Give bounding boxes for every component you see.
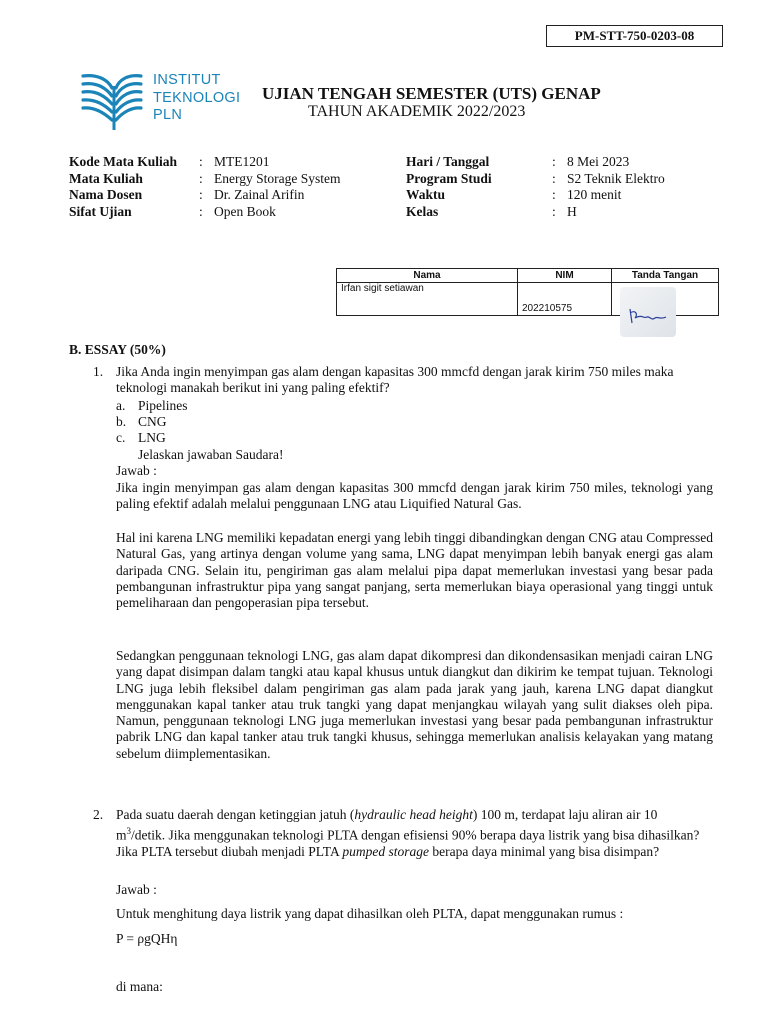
info-value: 8 Mei 2023 xyxy=(567,154,630,169)
question-text-segment: berapa daya minimal yang bisa disimpan? xyxy=(428,844,660,860)
info-colon: : xyxy=(552,187,556,202)
answer-paragraph: Jika ingin menyimpan gas alam dengan kapasitas 300 mmcfd dengan jarak kirim 750 miles, teknologi yang paling efektif adalah melalui penggunaan LNG atau Liquified Natural Gas. xyxy=(116,480,713,512)
option-text: Pipelines xyxy=(138,398,188,413)
institution-logo xyxy=(80,70,240,132)
option-letter: a. xyxy=(116,398,126,413)
instruction: Jelaskan jawaban Saudara! xyxy=(138,447,284,462)
formula: P = ρgQHη xyxy=(116,931,178,946)
info-colon: : xyxy=(199,187,203,202)
section-title: B. ESSAY (50%) xyxy=(69,342,166,357)
info-colon: : xyxy=(199,204,203,219)
question-text-segment: ) 100 m, terdapat laju aliran air 10 m xyxy=(116,807,658,843)
answer-label: Jawab : xyxy=(116,463,157,478)
column-header-signature: Tanda Tangan xyxy=(612,269,719,283)
table-header-row xyxy=(337,269,719,283)
document-code: PM-STT-750-0203-08 xyxy=(546,25,723,47)
book-logo-icon xyxy=(80,70,150,132)
info-colon: : xyxy=(552,171,556,186)
info-colon: : xyxy=(199,171,203,186)
logo-text xyxy=(153,72,240,125)
logo-line-2: TEKNOLOGI xyxy=(153,89,241,106)
answer-line: Untuk menghitung daya listrik yang dapat dihasilkan oleh PLTA, dapat menggunakan rumus : xyxy=(116,906,624,921)
option-text: CNG xyxy=(138,414,167,429)
info-value: 120 menit xyxy=(567,187,622,202)
academic-year: TAHUN AKADEMIK 2022/2023 xyxy=(308,103,526,120)
answer-label: Jawab : xyxy=(116,882,157,897)
answer-paragraph: Sedangkan penggunaan teknologi LNG, gas alam dapat dikompresi dan dikondensasikan menjadi cairan LNG yang dapat disimpan dalam tangki atau kapal khusus untuk diangkut dan dikirim ke tempat tujuan. Teknologi LNG juga lebih fleksibel dalam pengiriman gas alam pada jarak yang jauh, karena LNG dapat diangkut menggunakan kapal tanker atau truk tangki yang dapat menjangkau wilayah yang sulit diakses oleh pipa. Namun, penggunaan teknologi LNG juga memerlukan investasi yang besar pada pembangunan infrastruktur pabrik LNG dan kapal tanker atau truk tangki khusus, sehingga memerlukan analisis kelayakan yang matang sebelum diimplementasikan. xyxy=(116,648,713,761)
info-value: H xyxy=(567,204,577,219)
question-text-segment: Pada suatu daerah dengan ketinggian jatuh ( xyxy=(116,807,355,822)
info-label: Waktu xyxy=(406,187,446,202)
info-label: Kode Mata Kuliah xyxy=(69,154,178,169)
info-value: Open Book xyxy=(214,204,276,219)
column-header-nama: Nama xyxy=(337,269,518,283)
question-text xyxy=(116,807,706,860)
answer-paragraph: Hal ini karena LNG memiliki kepadatan energi yang lebih tinggi dibandingkan dengan CNG atau Compressed Natural Gas, yang artinya dengan volume yang sama, LNG dapat menyimpan lebih banyak energi gas alam daripada CNG. Selain itu, pengiriman gas alam melalui pipa dapat memerlukan investasi yang besar pada pembangunan infrastruktur pipa yang sangat panjang, serta memerlukan biaya operasional yang tinggi untuk pemeliharaan dan pengoperasian pipa tersebut. xyxy=(116,530,713,611)
info-value: S2 Teknik Elektro xyxy=(567,171,665,186)
student-nim: 202210575 xyxy=(518,283,612,316)
answer-line: di mana: xyxy=(116,979,163,994)
info-label: Kelas xyxy=(406,204,439,219)
option-text: LNG xyxy=(138,430,166,445)
info-colon: : xyxy=(552,204,556,219)
question-number: 1. xyxy=(93,364,104,379)
signature-image xyxy=(620,287,676,337)
question-number: 2. xyxy=(93,807,104,822)
info-label: Program Studi xyxy=(406,171,492,186)
question-text: Jika Anda ingin menyimpan gas alam dengan kapasitas 300 mmcfd dengan jarak kirim 750 miles maka teknologi manakah berikut ini yang paling efektif? xyxy=(116,364,674,396)
column-header-nim: NIM xyxy=(518,269,612,283)
option-letter: b. xyxy=(116,414,127,429)
info-value: Energy Storage System xyxy=(214,171,341,186)
info-label: Mata Kuliah xyxy=(69,171,143,186)
question-text-italic: pumped storage xyxy=(342,844,429,860)
student-name: Irfan sigit setiawan xyxy=(337,283,518,316)
logo-line-1: INSTITUT xyxy=(153,72,221,88)
info-value: MTE1201 xyxy=(214,154,270,169)
option-letter: c. xyxy=(116,430,126,445)
question-text-italic: hydraulic head height xyxy=(354,807,473,822)
info-label: Hari / Tanggal xyxy=(406,154,490,169)
exam-title: UJIAN TENGAH SEMESTER (UTS) GENAP xyxy=(262,84,601,103)
info-colon: : xyxy=(552,154,556,169)
info-value: Dr. Zainal Arifin xyxy=(214,187,305,202)
logo-line-3: PLN xyxy=(153,107,183,123)
info-label: Nama Dosen xyxy=(69,187,143,202)
info-colon: : xyxy=(199,154,203,169)
info-label: Sifat Ujian xyxy=(69,204,132,219)
question-text-segment: /detik. Jika menggunakan teknologi PLTA dengan efisiensi 90% berapa daya listrik yang bisa dihasilkan? Jika PLTA tersebut diubah menjadi PLTA xyxy=(116,827,700,860)
superscript: 3 xyxy=(126,826,132,837)
signature-scribble xyxy=(620,287,676,337)
